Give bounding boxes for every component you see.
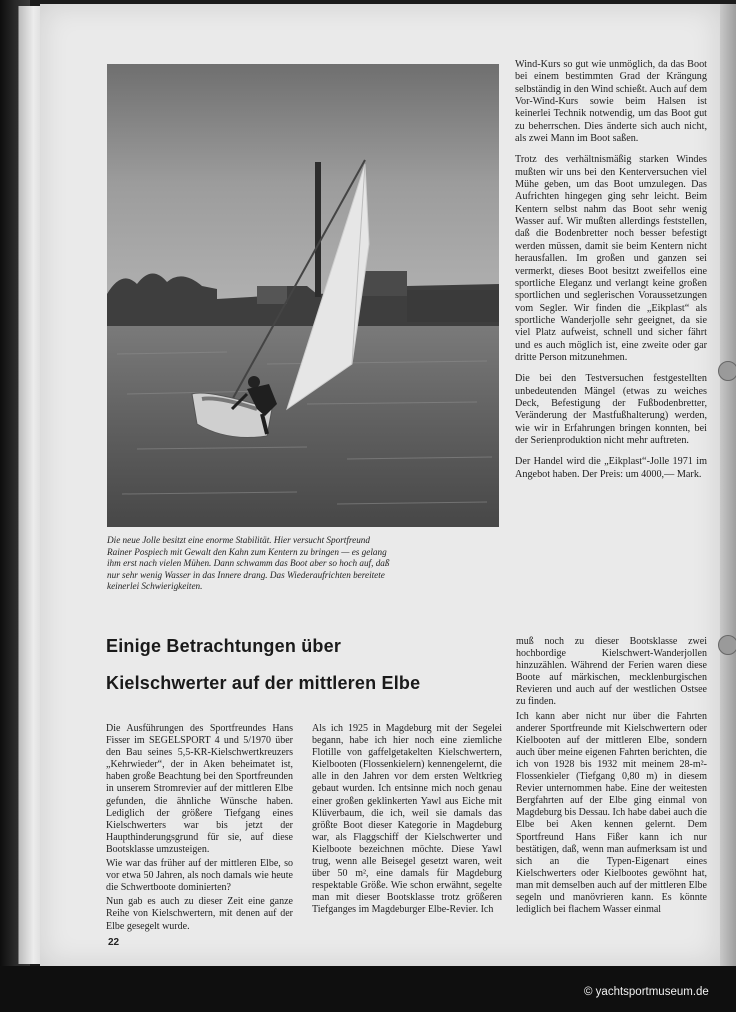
paragraph: Trotz des verhältnismäßig starken Windes mußten wir uns bei den Kenterversuchen viel Mühe geben, um das Boot umzulegen. Das Aufrichten hingegen ging sehr leicht. Beim Kentern selbst nahm das Boot sehr wenig Wasser auf. Wir mußten allerdings feststellen, daß die Bodenbretter noch besser befestigt werden müssen, damit sie beim Kentern nicht herausfallen. Im großen und ganzen sei vermerkt, dieses Boot besitzt zweifellos eine sportliche Eleganz und verlangt keine großen sportlichen und seglerischen Voraussetzungen vom Segler. Wir finden die „Eikplast“ als sportliche Wanderjolle sehr geeignet, da sie viel Platz aufweist, schnell und sicher fährt und es auch möglich ist, eine zweite oder gar dritte Person mitzunehmen. <box>515 154 707 363</box>
article-column-3 <box>516 636 707 916</box>
article-headline-line-2: Kielschwerter auf der mittleren Elbe <box>106 673 421 693</box>
caption-line: Rainer Pospiech mit Gewalt den Kahn zum Kentern zu bringen — es gelang <box>107 546 387 557</box>
paragraph: Nun gab es auch zu dieser Zeit eine ganze Reihe von Kielschwertern, mit denen auf der Elbe gesegelt wurde. <box>106 896 293 932</box>
paragraph: muß noch zu dieser Bootsklasse zwei hochbordige Kielschwert-Wanderjollen hinzuzählen. Während der Ferien waren diese Boote auf märkischen, mecklenburgischen Revieren und auch auf der westlichen Ostsee zu finden. <box>516 636 707 708</box>
paragraph: Wind-Kurs so gut wie unmöglich, da das Boot bei einem bestimmten Grad der Krängung selbständig in den Wind schießt. Auch auf dem Vor-Wind-Kurs sowie beim Halsen ist keinerlei Technik notwendig, um das Boot gut zu beherrschen. Dies änderte sich auch nicht, als zwei Mann im Boot saßen. <box>515 59 707 145</box>
caption-line: ihm erst nach vielen Mühen. Dann schwamm das Boot aber so hoch auf, daß <box>107 558 390 569</box>
paragraph: Wie war das früher auf der mittleren Elbe, so vor etwa 50 Jahren, als noch damals wie heute die Schwertboote dominierten? <box>106 858 293 894</box>
article-column-2 <box>312 723 502 917</box>
article-headline-line-1: Einige Betrachtungen über <box>106 636 342 656</box>
caption-line: Die neue Jolle besitzt eine enorme Stabilität. Hier versucht Sportfreund <box>107 535 370 545</box>
copyright-watermark: © yachtsportmuseum.de <box>584 986 709 998</box>
paragraph: Als ich 1925 in Magdeburg mit der Segelei begann, habe ich hier noch eine ziemliche Flotille von gaffelgetakelten Kielschwertern, Kielbooten (Flossenkielern) kennengelernt, die alle in den Jahren vor dem ersten Weltkrieg gebaut wurden. Ich entsinne mich noch genau einer großen geklinkerten Yawl aus Eiche mit Klüverbaum, die ich, weil sie damals das größte Boot dieser Kategorie in Magdeburg war, als Flaggschiff der Kielschwerter und Kielboote bezeichnen möchte. Diese Yawl trug, wenn alle Beisegel gesetzt waren, weit über 50 m², eine damals für Magdeburg respektable Größe. Wie schon erwähnt, segelte man mit dieser Bootsklasse trotz größeren Tiefganges im Magdeburger Elbe-Revier. Ich <box>312 723 502 916</box>
article-photo <box>107 64 499 527</box>
paragraph: Ich kann aber nicht nur über die Fahrten anderer Sportfreunde mit Kielschwertern oder Kielbooten auf der mittleren Elbe, sondern auch über meine eigenen Fahrten berichten, die ich von 1928 bis 1932 mit meinem 28-m²-Flossenkieler (Tiefgang 0,80 m) in diesem Revier unternommen habe. Eine der weitesten Bergfahrten auf der Elbe ging einmal von Magdeburg bis Dessau. Ich habe dabei auch die Elbe bei Aken kennen gelernt. Dem Sportfreund Hans Fißer kann ich nur bestätigen, daß, wenn man aufmerksam ist und sich an die Typen-Eigenart eines Kielschwerters oder Kielbootes gewöhnt hat, man mit demselben auch auf der mittleren Elbe segeln und manövrieren kann. Es könnte lediglich bei flachem Wasser einmal <box>516 710 707 916</box>
next-page-edge <box>720 4 736 966</box>
paragraph: Die Ausführungen des Sportfreundes Hans Fisser im SEGELSPORT 4 und 5/1970 über den Bau seines 5,5-KR-Kielschwertkreuzers „Kehrwieder“, der in Aken beheimatet ist, haben große Beachtung bei den Sportfreunden in unserem Stromrevier auf der mittleren Elbe gefunden, die ähnliche Wünsche haben. Lediglich der größere Tiefgang eines Kielschwerters war bis jetzt der Haupthinderungsgrund für sie, auf diese Bootsklasse umzusteigen. <box>106 723 293 855</box>
eikplast-article-column <box>515 59 707 490</box>
photo-caption <box>107 535 501 593</box>
caption-line: keinerlei Schwierigkeiten. <box>107 581 203 592</box>
paragraph: Die bei den Testversuchen festgestellten unbedeutenden Mängel (etwas zu weiches Deck, Befestigung der Fußbodenbretter, Veränderung der Mastfußhalterung) werden, wie wir in Erfahrungen bringen konnten, bei der Serienproduktion nicht mehr auftreten. <box>515 373 707 446</box>
caption-line: nur sehr wenig Wasser in das Innere drang. Das Wiederaufrichten bereitete <box>107 569 385 580</box>
sailing-dinghy-photo <box>107 64 499 527</box>
article-column-1 <box>106 723 293 933</box>
punch-hole-top <box>718 361 736 381</box>
page-number: 22 <box>108 937 120 948</box>
punch-hole-bottom <box>718 635 736 655</box>
paragraph: Der Handel wird die „Eikplast“-Jolle 1971 im Angebot haben. Der Preis: um 4000,— Mark. <box>515 456 707 480</box>
